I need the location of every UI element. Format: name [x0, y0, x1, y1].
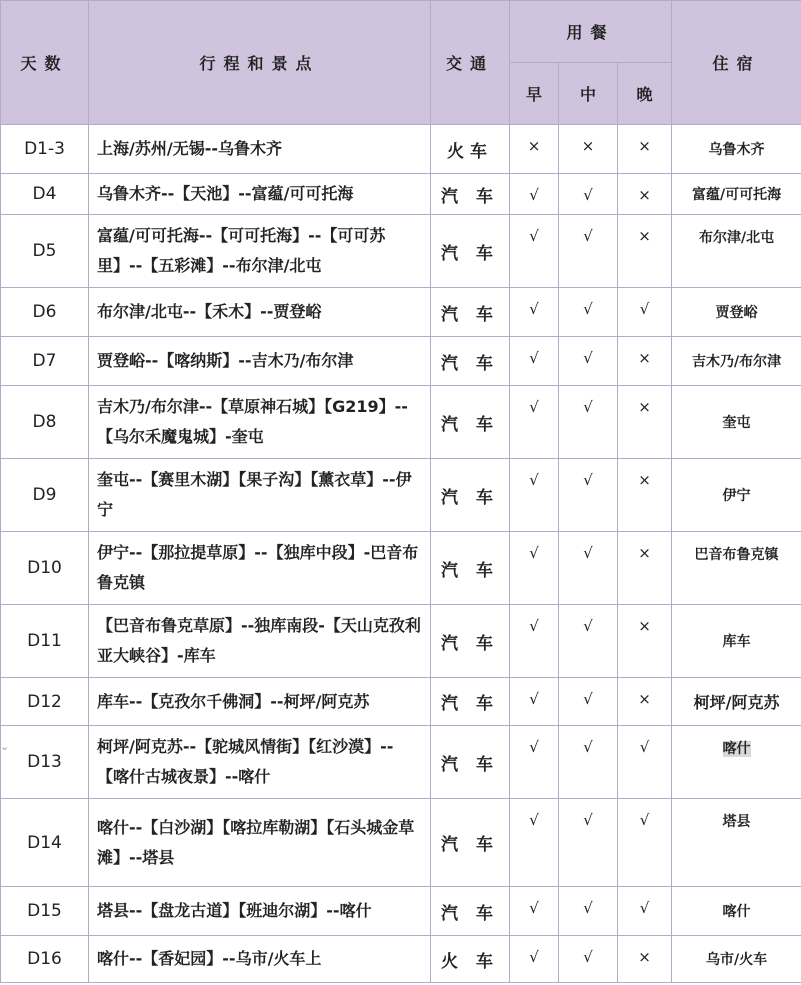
- breakfast-cell: ×: [510, 125, 559, 174]
- header-day: 天数: [1, 1, 89, 125]
- breakfast-cell: √: [510, 386, 559, 459]
- transport-cell: 汽 车: [431, 799, 510, 887]
- transport-cell: 汽 车: [431, 288, 510, 337]
- dinner-cell: ×: [618, 936, 672, 983]
- day-cell: D1-3: [1, 125, 89, 174]
- stay-cell: 伊宁: [672, 459, 801, 532]
- day-cell: D16: [1, 936, 89, 983]
- route-cell: 吉木乃/布尔津--【草原神石城】【G219】--【乌尔禾魔鬼城】-奎屯: [89, 386, 431, 459]
- transport-cell: 汽 车: [431, 678, 510, 726]
- header-meals: 用餐: [510, 1, 672, 63]
- dinner-cell: √: [618, 799, 672, 887]
- day-cell: D12: [1, 678, 89, 726]
- breakfast-cell: √: [510, 605, 559, 678]
- transport-cell: 汽 车: [431, 726, 510, 799]
- route-cell: 乌鲁木齐--【天池】--富蕴/可可托海: [89, 174, 431, 215]
- dinner-cell: ×: [618, 174, 672, 215]
- dinner-cell: ×: [618, 605, 672, 678]
- table-row: [1, 799, 801, 887]
- transport-cell: 汽 车: [431, 459, 510, 532]
- lunch-cell: √: [559, 936, 618, 983]
- day-cell: D6: [1, 288, 89, 337]
- stay-cell: 喀什: [672, 887, 801, 936]
- breakfast-cell: √: [510, 288, 559, 337]
- table-row: [1, 678, 801, 726]
- route-cell: 喀什--【白沙湖】【喀拉库勒湖】【石头城金草滩】--塔县: [89, 799, 431, 887]
- lunch-cell: √: [559, 174, 618, 215]
- table-row: [1, 288, 801, 337]
- transport-cell: 汽 车: [431, 605, 510, 678]
- dinner-cell: ×: [618, 337, 672, 386]
- stay-cell: 乌市/火车: [672, 936, 801, 983]
- day-cell: D11: [1, 605, 89, 678]
- header-breakfast: 早: [510, 63, 559, 125]
- table-row: [1, 887, 801, 936]
- stay-cell: 吉木乃/布尔津: [672, 337, 801, 386]
- breakfast-cell: √: [510, 936, 559, 983]
- day-cell: D10: [1, 532, 89, 605]
- route-cell: 塔县--【盘龙古道】【班迪尔湖】--喀什: [89, 887, 431, 936]
- stay-cell: 乌鲁木齐: [672, 125, 801, 174]
- stay-cell: 布尔津/北屯: [672, 215, 801, 288]
- table-row: [1, 605, 801, 678]
- day-cell: D5: [1, 215, 89, 288]
- day-cell: D7: [1, 337, 89, 386]
- route-cell: 布尔津/北屯--【禾木】--贾登峪: [89, 288, 431, 337]
- lunch-cell: √: [559, 678, 618, 726]
- route-cell: 库车--【克孜尔千佛洞】--柯坪/阿克苏: [89, 678, 431, 726]
- breakfast-cell: √: [510, 337, 559, 386]
- stay-cell: 柯坪/阿克苏: [672, 678, 801, 726]
- breakfast-cell: √: [510, 678, 559, 726]
- stay-cell: [672, 726, 801, 799]
- stay-cell: 贾登峪: [672, 288, 801, 337]
- transport-cell: 汽 车: [431, 532, 510, 605]
- lunch-cell: √: [559, 532, 618, 605]
- dinner-cell: ×: [618, 678, 672, 726]
- breakfast-cell: √: [510, 459, 559, 532]
- route-cell: 喀什--【香妃园】--乌市/火车上: [89, 936, 431, 983]
- lunch-cell: √: [559, 459, 618, 532]
- transport-cell: 汽 车: [431, 174, 510, 215]
- day-cell: D15: [1, 887, 89, 936]
- transport-cell: 火 车: [431, 936, 510, 983]
- breakfast-cell: √: [510, 174, 559, 215]
- stay-cell: 富蕴/可可托海: [672, 174, 801, 215]
- day-cell: D4: [1, 174, 89, 215]
- chevron-down-icon[interactable]: ⌄: [0, 740, 10, 753]
- breakfast-cell: √: [510, 799, 559, 887]
- transport-cell: 火车: [431, 125, 510, 174]
- lunch-cell: √: [559, 887, 618, 936]
- transport-cell: 汽 车: [431, 337, 510, 386]
- stay-cell: 奎屯: [672, 386, 801, 459]
- header-transport: 交通: [431, 1, 510, 125]
- lunch-cell: √: [559, 288, 618, 337]
- route-cell: 奎屯--【赛里木湖】【果子沟】【薰衣草】--伊宁: [89, 459, 431, 532]
- table-row: [1, 174, 801, 215]
- lunch-cell: ×: [559, 125, 618, 174]
- transport-cell: 汽 车: [431, 215, 510, 288]
- dinner-cell: √: [618, 288, 672, 337]
- breakfast-cell: √: [510, 887, 559, 936]
- route-cell: 柯坪/阿克苏--【驼城风情街】【红沙漠】--【喀什古城夜景】--喀什: [89, 726, 431, 799]
- header-dinner: 晚: [618, 63, 672, 125]
- breakfast-cell: √: [510, 532, 559, 605]
- day-cell: D13: [1, 726, 89, 799]
- table-row: [1, 459, 801, 532]
- day-cell: D9: [1, 459, 89, 532]
- table-row: [1, 215, 801, 288]
- stay-cell: 巴音布鲁克镇: [672, 532, 801, 605]
- day-cell: D14: [1, 799, 89, 887]
- dinner-cell: ×: [618, 459, 672, 532]
- route-cell: 伊宁--【那拉提草原】--【独库中段】-巴音布鲁克镇: [89, 532, 431, 605]
- breakfast-cell: √: [510, 215, 559, 288]
- dinner-cell: ×: [618, 386, 672, 459]
- breakfast-cell: √: [510, 726, 559, 799]
- day-cell: D8: [1, 386, 89, 459]
- table-row: [1, 125, 801, 174]
- dinner-cell: ×: [618, 532, 672, 605]
- transport-cell: 汽 车: [431, 887, 510, 936]
- header-route: 行程和景点: [89, 1, 431, 125]
- lunch-cell: √: [559, 799, 618, 887]
- lunch-cell: √: [559, 215, 618, 288]
- transport-cell: 汽 车: [431, 386, 510, 459]
- lunch-cell: √: [559, 386, 618, 459]
- table-row: [1, 532, 801, 605]
- dinner-cell: √: [618, 887, 672, 936]
- lunch-cell: √: [559, 726, 618, 799]
- lunch-cell: √: [559, 605, 618, 678]
- dinner-cell: ×: [618, 125, 672, 174]
- dinner-cell: √: [618, 726, 672, 799]
- route-cell: 【巴音布鲁克草原】--独库南段-【天山克孜利亚大峡谷】-库车: [89, 605, 431, 678]
- header-lunch: 中: [559, 63, 618, 125]
- dinner-cell: ×: [618, 215, 672, 288]
- table-row: [1, 386, 801, 459]
- lunch-cell: √: [559, 337, 618, 386]
- route-cell: 上海/苏州/无锡--乌鲁木齐: [89, 125, 431, 174]
- stay-cell: 库车: [672, 605, 801, 678]
- table-row: [1, 337, 801, 386]
- stay-cell: 塔县: [672, 799, 801, 887]
- stay-highlight: 喀什: [722, 741, 751, 757]
- table-row: [1, 936, 801, 983]
- route-cell: 贾登峪--【喀纳斯】--吉木乃/布尔津: [89, 337, 431, 386]
- table-row: [1, 726, 801, 799]
- header-stay: 住宿: [672, 1, 801, 125]
- route-cell: 富蕴/可可托海--【可可托海】--【可可苏里】--【五彩滩】--布尔津/北屯: [89, 215, 431, 288]
